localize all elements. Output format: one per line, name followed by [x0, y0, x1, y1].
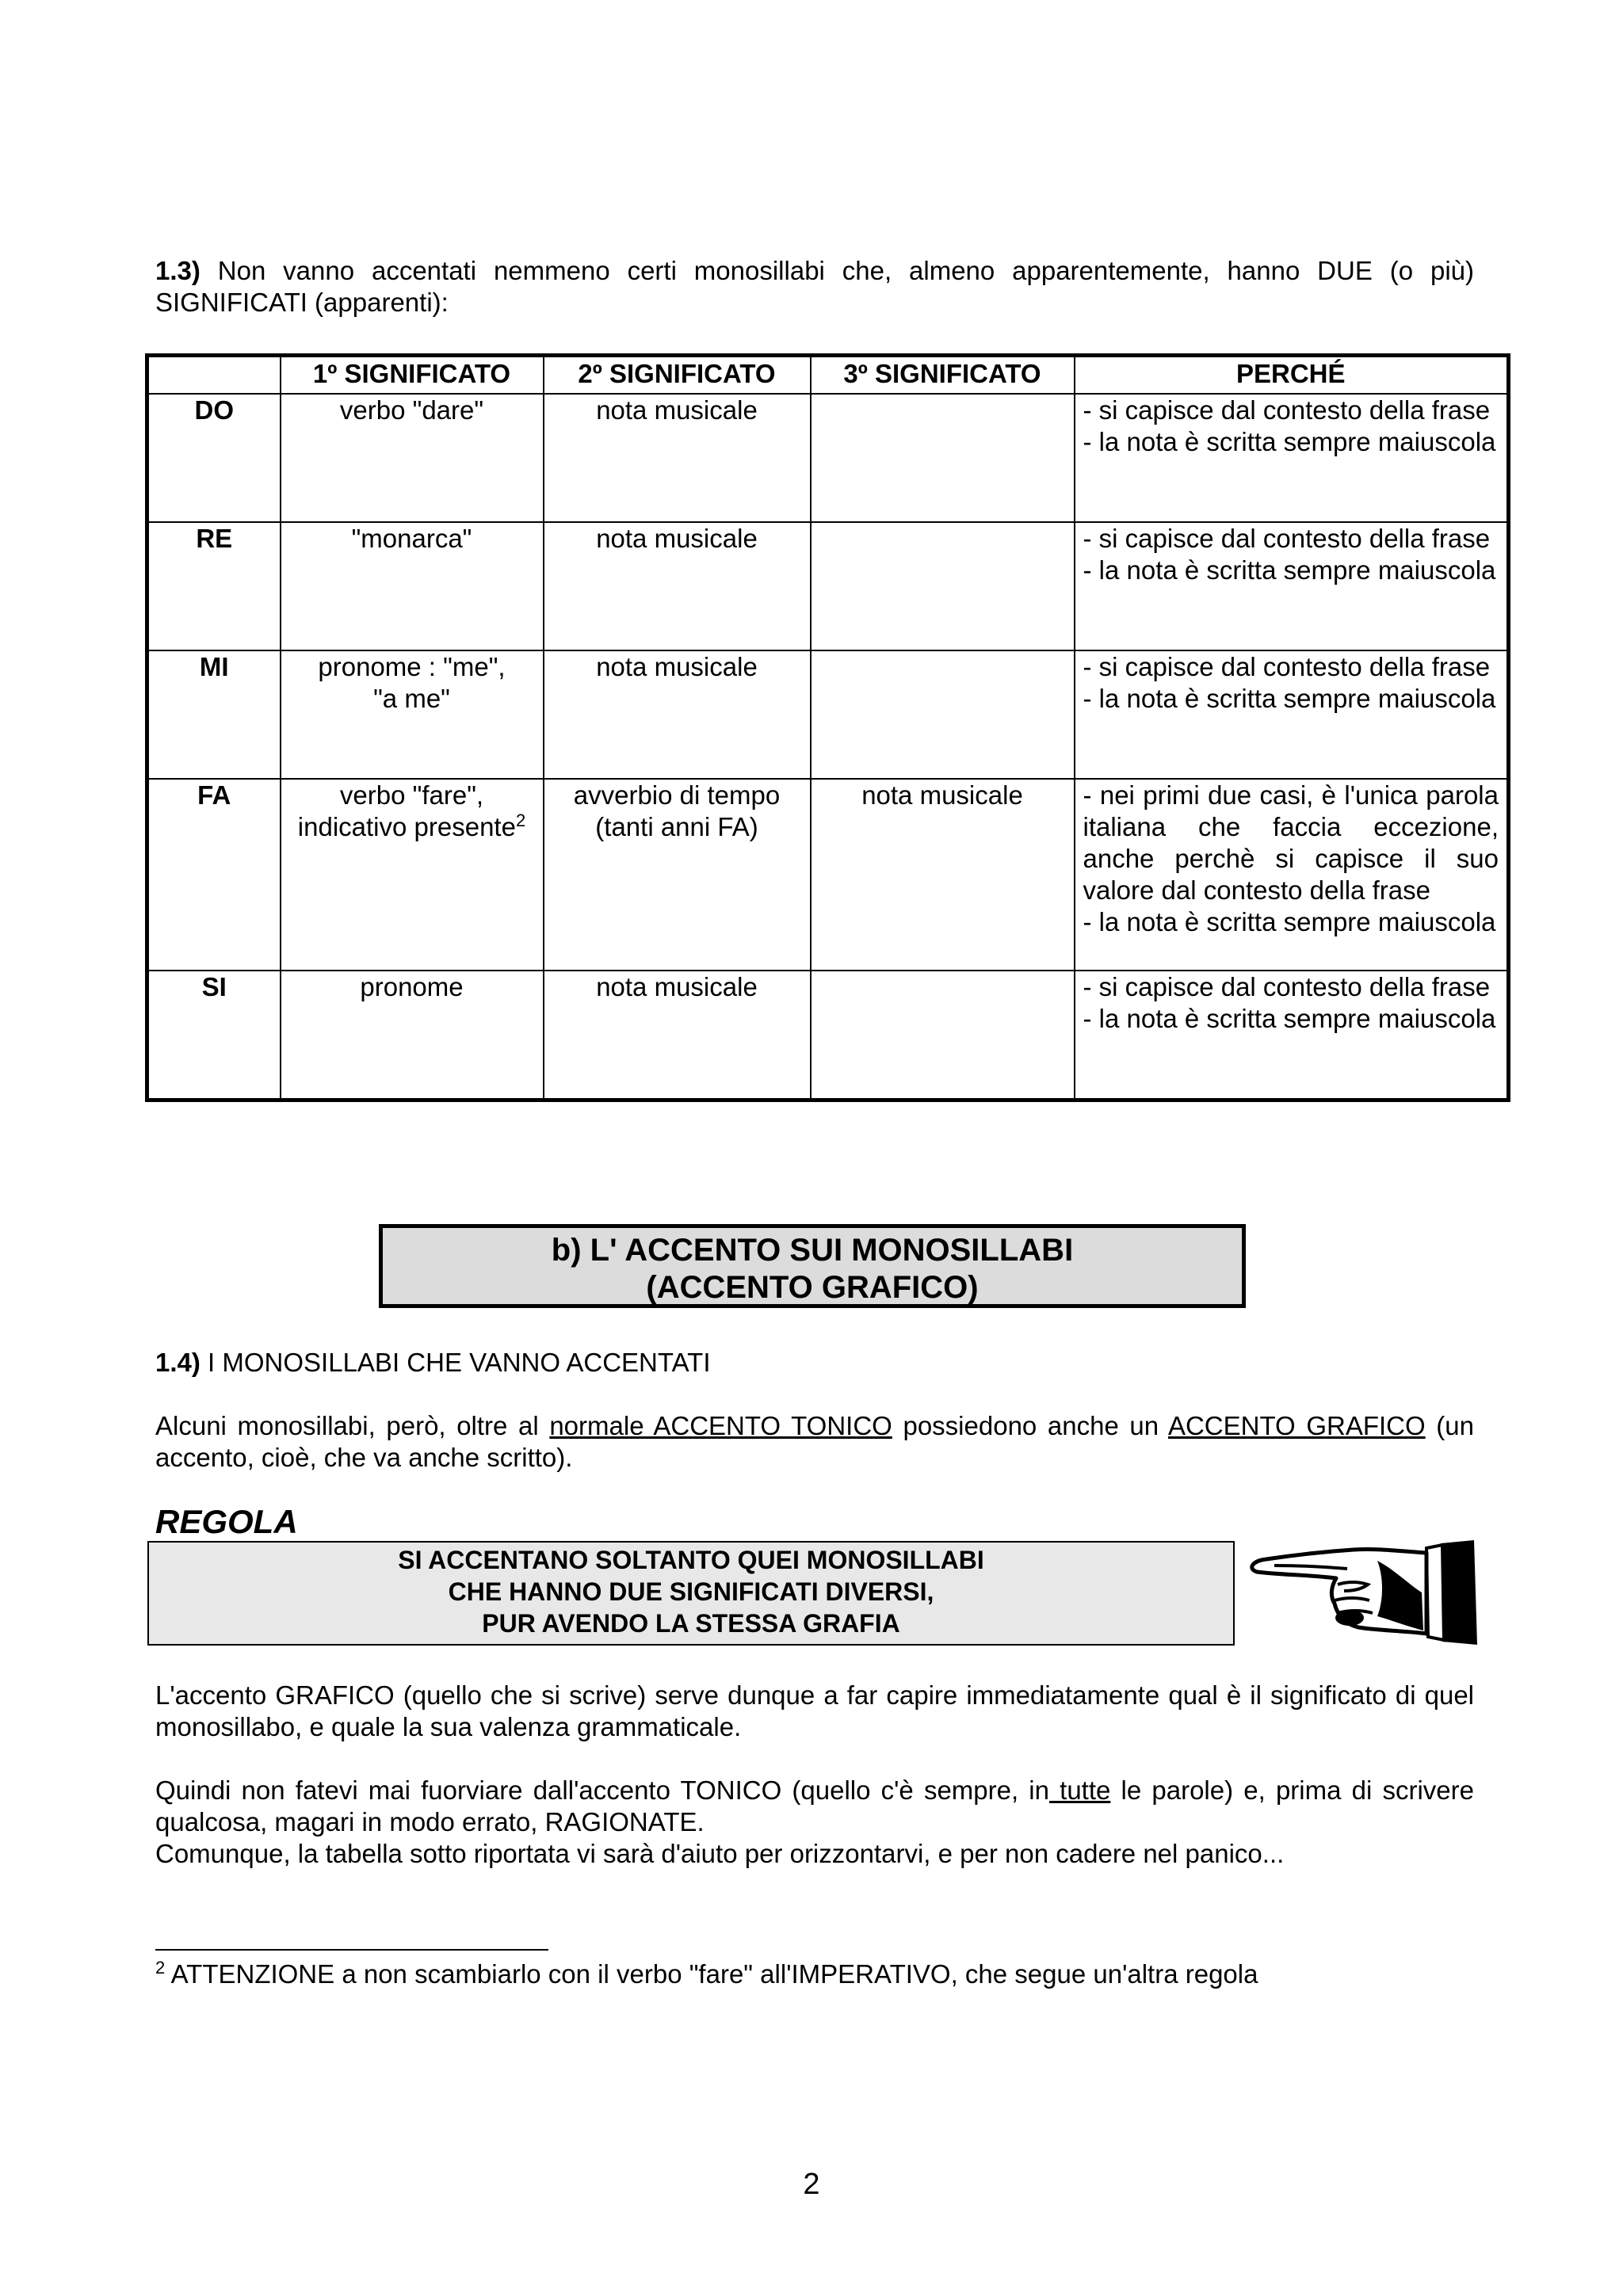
- text-run: Comunque, la tabella sotto riportata vi sarà d'aiuto per orizzontarvi, e per non cadere nel panico...: [155, 1839, 1285, 1868]
- section-heading-box: [379, 1224, 1246, 1308]
- cell-s3: [811, 522, 1075, 650]
- cell-s1: [281, 650, 544, 779]
- rule-line1: SI ACCENTANO SOLTANTO QUEI MONOSILLABI: [398, 1546, 984, 1574]
- header-s2: 2º SIGNIFICATO: [544, 356, 811, 395]
- table-row: [147, 650, 1509, 779]
- intro-paragraph: [155, 255, 1474, 318]
- cell-s3: [811, 650, 1075, 779]
- text-run: possiedono anche un: [892, 1411, 1168, 1440]
- cell-s1: [281, 779, 544, 971]
- cell-s1: verbo "dare": [281, 394, 544, 522]
- why-line: - la nota è scritta sempre maiuscola: [1083, 1004, 1496, 1033]
- section-heading-line1: b) L' ACCENTO SUI MONOSILLABI: [551, 1233, 1074, 1268]
- paragraph-accent: [155, 1410, 1474, 1474]
- header-empty: [147, 356, 281, 395]
- why-line: - si capisce dal contesto della frase: [1083, 524, 1491, 553]
- row-label: RE: [147, 522, 281, 650]
- underlined-term: ACCENTO GRAFICO: [1167, 1411, 1426, 1440]
- cell-s1-line1: verbo "fare",: [339, 780, 484, 810]
- cell-s2: nota musicale: [544, 394, 811, 522]
- why-line: - si capisce dal contesto della frase: [1083, 972, 1491, 1001]
- header-s3: 3º SIGNIFICATO: [811, 356, 1075, 395]
- subsection-heading: [155, 1347, 711, 1379]
- cell-s3: nota musicale: [811, 779, 1075, 971]
- text-run: (un accento, cioè, che va anche scritto).: [155, 1411, 1474, 1472]
- underlined-term: tutte: [1049, 1775, 1111, 1805]
- why-line: - si capisce dal contesto della frase: [1083, 652, 1491, 681]
- footnote: [155, 1958, 1258, 1990]
- cell-why: [1075, 650, 1509, 779]
- text-run: le parole) e, prima di scrivere qualcosa, magari in modo errato, RAGIONATE.: [155, 1775, 1474, 1836]
- footnote-separator: [155, 1949, 548, 1951]
- text-run: Alcuni monosillabi, però, oltre al: [155, 1411, 550, 1440]
- table-row: [147, 971, 1509, 1100]
- cell-s2-line1: avverbio di tempo: [573, 780, 781, 810]
- text-run: Quindi non fatevi mai fuorviare dall'accento TONICO (quello c'è sempre, in: [155, 1775, 1049, 1805]
- why-line: - nei primi due casi, è l'unica parola italiana che faccia eccezione, anche perchè si capisce il suo valore dal contesto della frase: [1083, 780, 1499, 905]
- cell-s2-line2: (tanti anni FA): [595, 812, 758, 841]
- rule-line3: PUR AVENDO LA STESSA GRAFIA: [482, 1609, 900, 1638]
- section-heading-line2: (ACCENTO GRAFICO): [646, 1270, 979, 1305]
- cell-s2: nota musicale: [544, 971, 811, 1100]
- row-label: FA: [147, 779, 281, 971]
- footnote-text: ATTENZIONE a non scambiarlo con il verbo "fare" all'IMPERATIVO, che segue un'altra regola: [165, 1959, 1258, 1989]
- why-line: - la nota è scritta sempre maiuscola: [1083, 907, 1496, 936]
- why-line: - si capisce dal contesto della frase: [1083, 395, 1491, 425]
- cell-s2: [544, 779, 811, 971]
- meanings-table: [145, 353, 1510, 1102]
- row-label: SI: [147, 971, 281, 1100]
- rule-line2: CHE HANNO DUE SIGNIFICATI DIVERSI,: [448, 1577, 934, 1606]
- cell-why: [1075, 522, 1509, 650]
- rule-title: REGOLA: [155, 1503, 298, 1540]
- cell-why: [1075, 971, 1509, 1100]
- table-row: [147, 394, 1509, 522]
- pointing-hand-icon: [1243, 1537, 1480, 1648]
- cell-why: [1075, 779, 1509, 971]
- cell-s3: [811, 394, 1075, 522]
- cell-s2: nota musicale: [544, 650, 811, 779]
- header-why: PERCHÉ: [1075, 356, 1509, 395]
- why-line: - la nota è scritta sempre maiuscola: [1083, 555, 1496, 585]
- table-header-row: [147, 356, 1509, 395]
- cell-s1: pronome: [281, 971, 544, 1100]
- intro-number: 1.3): [155, 256, 200, 285]
- cell-s1-line1: pronome : "me",: [318, 652, 506, 681]
- cell-s2: nota musicale: [544, 522, 811, 650]
- why-line: - la nota è scritta sempre maiuscola: [1083, 684, 1496, 713]
- underlined-term: normale ACCENTO TONICO: [549, 1411, 892, 1440]
- row-label: MI: [147, 650, 281, 779]
- table-row: [147, 522, 1509, 650]
- cell-s3: [811, 971, 1075, 1100]
- table-row: [147, 779, 1509, 971]
- cell-s1-line2-text: indicativo presente: [297, 812, 516, 841]
- cell-s1-line2: "a me": [373, 684, 450, 713]
- rule-box: [147, 1541, 1235, 1646]
- cell-s1: "monarca": [281, 522, 544, 650]
- subsection-text: I MONOSILLABI CHE VANNO ACCENTATI: [200, 1348, 711, 1377]
- why-line: - la nota è scritta sempre maiuscola: [1083, 427, 1496, 456]
- subsection-number: 1.4): [155, 1348, 200, 1377]
- paragraph-tonic-accent: [155, 1775, 1474, 1870]
- page-number: 2: [803, 2168, 820, 2201]
- footnote-ref[interactable]: 2: [515, 810, 526, 830]
- row-label: DO: [147, 394, 281, 522]
- cell-s1-line2: [289, 811, 535, 843]
- footnote-mark: 2: [155, 1958, 166, 1978]
- header-s1: 1º SIGNIFICATO: [281, 356, 544, 395]
- cell-why: [1075, 394, 1509, 522]
- paragraph-graphic-accent: L'accento GRAFICO (quello che si scrive) serve dunque a far capire immediatamente qual è il significato di quel monosillabo, e quale la sua valenza grammaticale.: [155, 1680, 1474, 1741]
- intro-text: Non vanno accentati nemmeno certi monosillabi che, almeno apparentemente, hanno DUE (o più) SIGNIFICATI (apparenti):: [155, 256, 1474, 317]
